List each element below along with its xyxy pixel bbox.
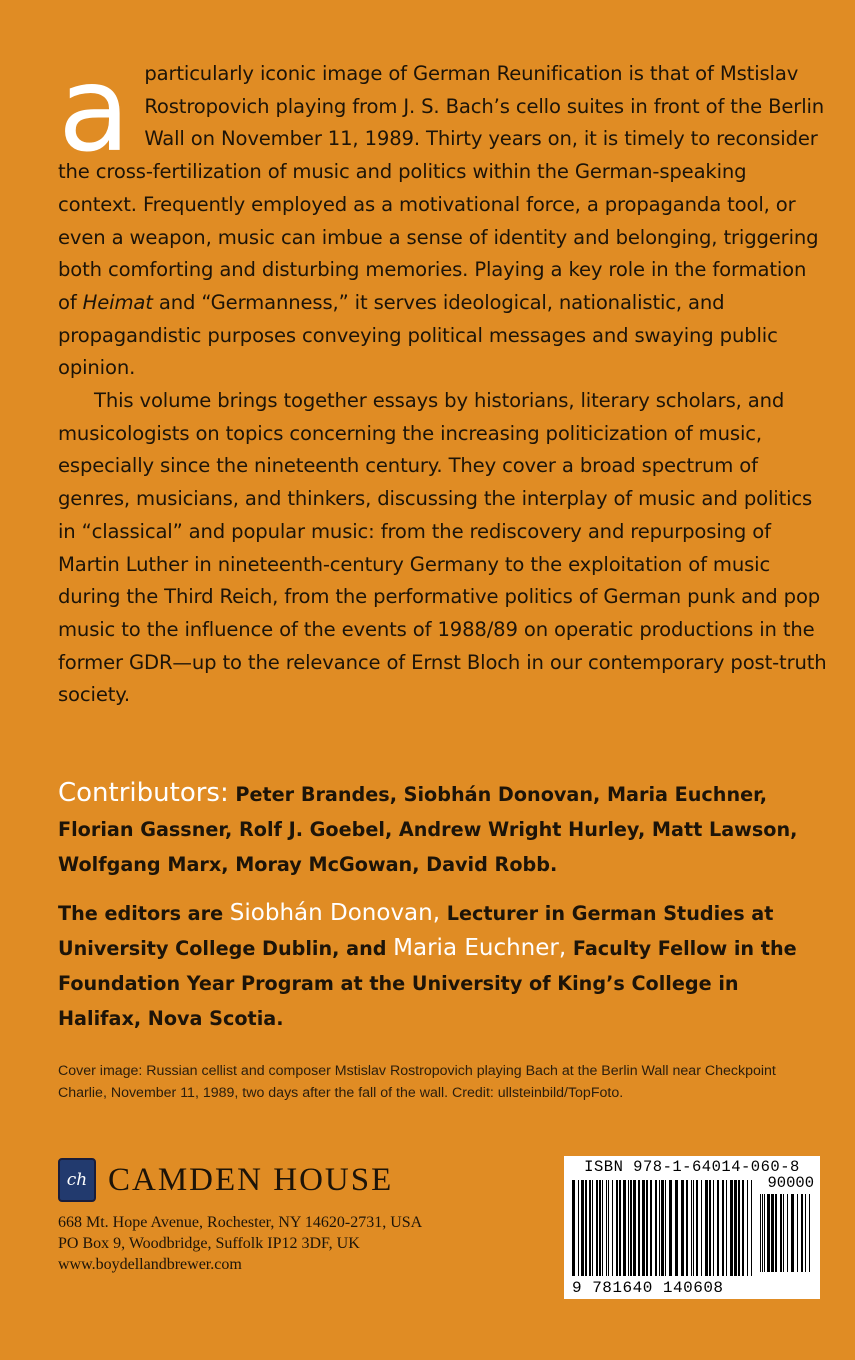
barcode-bar (730, 1180, 733, 1276)
barcode-bar (709, 1180, 711, 1276)
editor-2-role: Faculty Fellow in the Foundation Year Program at the University of King’s College in Halifax, Nova Scotia. (58, 937, 797, 1030)
publisher-logo-row (58, 1158, 393, 1202)
editors-note (58, 896, 828, 1036)
isbn-barcode (564, 1156, 820, 1299)
barcode-bar (734, 1180, 737, 1276)
barcode-bar (612, 1180, 613, 1276)
barcode-bar (747, 1180, 748, 1276)
barcode-bar (650, 1180, 652, 1276)
barcode-bar (693, 1180, 694, 1276)
barcode-bar (616, 1180, 618, 1276)
barcode-bar (596, 1180, 598, 1276)
barcode-bar (578, 1180, 579, 1276)
barcode-bar (783, 1194, 784, 1272)
barcode-bar (771, 1194, 774, 1272)
barcode-digits: 9 781640 140608 (572, 1279, 724, 1297)
barcode-bar (809, 1194, 810, 1272)
blurb-p1-text-a: particularly iconic image of German Reunification is that of Mstislav Rostropovich playing from J. S. Bach’s cello suites in front of the Berlin Wall on November 11, 1989. Thirty years on, it is timely to reconsider the cross-fertilization of music and politics within the German-speaking context. Frequently employed as a motivational force, a propaganda tool, or even a weapon, music can imbue a sense of identity and belonging, triggering both comforting and disturbing memories. Playing a key role in the formation of (58, 62, 825, 314)
barcode-bar (592, 1180, 593, 1276)
barcode-bar (751, 1180, 752, 1276)
drop-cap: a (58, 40, 131, 178)
publisher-address (58, 1212, 422, 1275)
blurb (58, 40, 828, 712)
cover-credit: Cover image: Russian cellist and composer Mstislav Rostropovich playing Bach at the Berlin Wall near Checkpoint Charlie, November 11, 1989, two days after the fall of the wall. Credit: ullsteinbild/TopFoto. (58, 1063, 776, 1101)
barcode-bar (797, 1194, 798, 1272)
barcode-bar (628, 1180, 629, 1276)
editor-1-name: Siobhán Donovan, (229, 900, 441, 926)
barcode-bar (767, 1194, 770, 1272)
editor-1-role: Lecturer in German Studies at University College Dublin, and (58, 902, 774, 960)
barcode-bar (633, 1180, 636, 1276)
barcode-addon-bars (760, 1194, 814, 1272)
barcode-bar (738, 1180, 740, 1276)
logo-monogram: ch (66, 1170, 88, 1190)
barcode-bar (762, 1194, 763, 1272)
barcode-bar (780, 1194, 782, 1272)
editors-intro: The editors are (58, 902, 230, 925)
barcode-main-bars (572, 1180, 754, 1276)
barcode-bar (791, 1194, 794, 1272)
isbn-label: ISBN 978-1-64014-060-8 (584, 1158, 800, 1176)
barcode-bar (669, 1180, 672, 1276)
barcode-bar (681, 1180, 684, 1276)
blurb-paragraph-1 (58, 40, 828, 385)
blurb-p1-text-b: and “Germanness,” it serves ideological, nationalistic, and propagandistic purposes conveying political messages and swaying public opinion. (58, 290, 778, 380)
barcode-bar (701, 1180, 702, 1276)
barcode-bar (623, 1180, 626, 1276)
barcode-bar (742, 1180, 744, 1276)
barcode-bar (602, 1180, 603, 1276)
barcode-bar (764, 1194, 765, 1272)
barcode-bar (589, 1180, 591, 1276)
barcode-bar (805, 1194, 806, 1272)
barcode-bar (655, 1180, 657, 1276)
address-line-2: PO Box 9, Woodbridge, Suffolk IP12 3DF, UK (58, 1235, 360, 1252)
publisher-website: www.boydellandbrewer.com (58, 1256, 242, 1273)
barcode-bar (717, 1180, 719, 1276)
barcode-bar (585, 1180, 587, 1276)
contributors (58, 776, 828, 882)
barcode-bar (691, 1180, 692, 1276)
camden-house-logo-icon (58, 1158, 96, 1202)
blurb-p1-emphasis: Heimat (82, 290, 153, 314)
address-line-1: 668 Mt. Hope Avenue, Rochester, NY 14620-2731, USA (58, 1214, 423, 1231)
barcode-bar (686, 1180, 688, 1276)
barcode-bar (642, 1180, 645, 1276)
barcode-bar (675, 1180, 678, 1276)
barcode-bar (661, 1180, 664, 1276)
barcode-bar (659, 1180, 660, 1276)
contributors-names: Peter Brandes, Siobhán Donovan, Maria Euchner, Florian Gassner, Rolf J. Goebel, Andrew Wright Hurley, Matt Lawson, Wolfgang Marx, Moray McGowan, David Robb. (58, 783, 798, 876)
barcode-bar (630, 1180, 632, 1276)
barcode-bar (801, 1194, 803, 1272)
editor-2-name: Maria Euchner, (393, 935, 567, 961)
barcode-bar (726, 1180, 727, 1276)
price-code: 90000 (767, 1174, 814, 1192)
publisher-name: CAMDEN HOUSE (108, 1161, 394, 1198)
barcode-bar (665, 1180, 666, 1276)
barcode-bar (713, 1180, 714, 1276)
barcode-bar (608, 1180, 609, 1276)
contributors-label: Contributors: (58, 778, 229, 808)
blurb-paragraph-2: This volume brings together essays by historians, literary scholars, and musicologists on topics concerning the increasing politicization of music, especially since the nineteenth century. They cover a broad spectrum of genres, musicians, and thinkers, discussing the interplay of music and politics in “classical” and popular music: from the rediscovery and repurposing of Martin Luther in nineteenth-century Germany to the exploitation of music during the Third Reich, from the performative politics of German punk and pop music to the influence of the events of 1988/89 on operatic productions in the former GDR—up to the relevance of Ernst Bloch in our contemporary post-truth society. (58, 389, 827, 707)
barcode-bar (638, 1180, 640, 1276)
barcode-bar (619, 1180, 621, 1276)
barcode-bar (760, 1194, 761, 1272)
barcode-bar (775, 1194, 777, 1272)
barcode-bar (606, 1180, 607, 1276)
barcode-bar (722, 1180, 724, 1276)
barcode-bar (705, 1180, 708, 1276)
barcode-bar (787, 1194, 788, 1272)
barcode-bar (572, 1180, 575, 1276)
barcode-bar (599, 1180, 601, 1276)
barcode-bar (581, 1180, 584, 1276)
barcode-bar (646, 1180, 648, 1276)
barcode-bar (696, 1180, 698, 1276)
